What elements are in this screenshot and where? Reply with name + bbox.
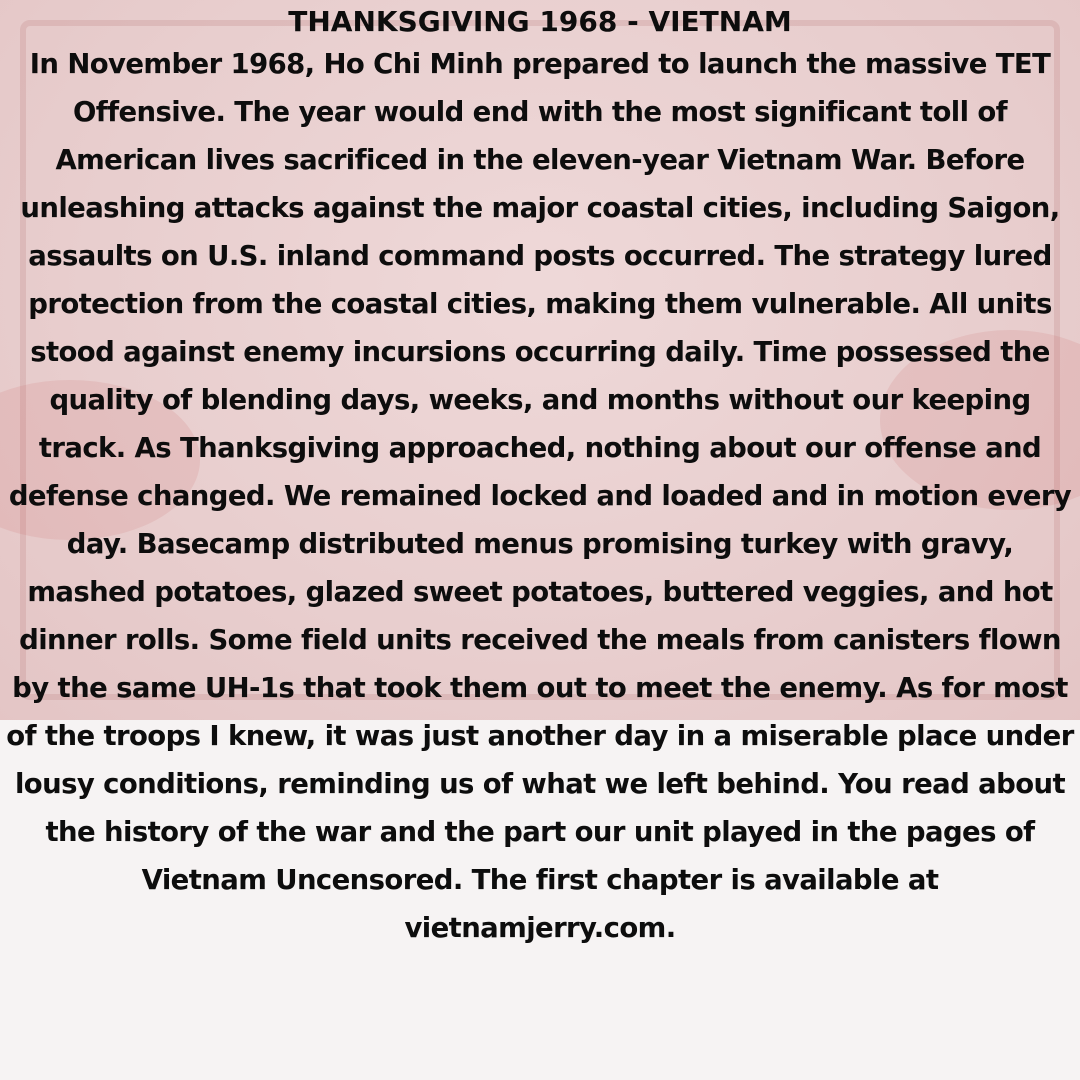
page-title: THANKSGIVING 1968 - VIETNAM <box>288 5 792 38</box>
body-paragraph: In November 1968, Ho Chi Minh prepared to launch the massive TET Offensive. The year would end with the most significant toll of American lives sacrificed in the eleven-year Vietnam War. Before unleashing attacks against the major coastal cities, including Saigon, assaults on U.S. inland command posts occurred. The strategy lured protection from the coastal cities, making them vulnerable. All units stood against enemy incursions occurring daily. Time possessed the quality of blending days, weeks, and months without our keeping track. As Thanksgiving approached, nothing about our offense and defense changed. We remained locked and loaded and in motion every day. Basecamp distributed menus promising turkey with gravy, mashed potatoes, glazed sweet potatoes, buttered veggies, and hot dinner rolls. Some field units received the meals from canisters flown by the same UH-1s that took them out to meet the enemy. As for most of the troops I knew, it was just another day in a miserable place under lousy conditions, reminding us of what we left behind. You read about the history of the war and the part our unit played in the pages of Vietnam Uncensored. The first chapter is available at vietnamjerry.com. <box>6 48 1074 944</box>
